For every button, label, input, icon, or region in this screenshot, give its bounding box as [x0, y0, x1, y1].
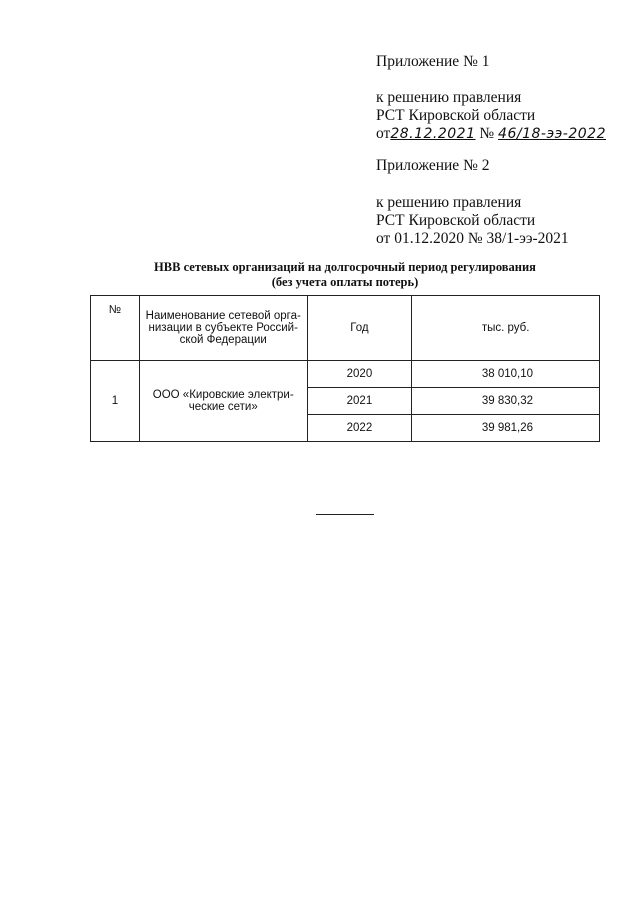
row-org [139, 361, 307, 442]
appendix1-line2: РСТ Кировской области [376, 107, 536, 124]
row-value: 39 830,32 [412, 388, 600, 415]
heading-line2: (без учета оплаты потерь) [271, 275, 419, 289]
header-org-line1: Наименование сетевой орга- [145, 310, 301, 322]
row-year: 2021 [307, 388, 412, 415]
date-prefix: от [376, 125, 391, 142]
row-org-line2: ческие сети» [188, 401, 258, 413]
nvv-table [90, 295, 600, 442]
header-org-line2: низации в субъекте Россий- [148, 322, 298, 334]
appendix2-line1: к решению правления [376, 194, 522, 211]
row-num: 1 [91, 361, 140, 442]
appendix1-date-line [376, 125, 606, 143]
row-org-line1: ООО «Кировские электри- [152, 389, 294, 401]
end-divider [316, 514, 374, 515]
appendix2-title: Приложение № 2 [376, 157, 490, 174]
header-num: № [91, 296, 140, 361]
header-year: Год [307, 296, 412, 361]
row-value: 39 981,26 [412, 415, 600, 442]
heading-line1: НВВ сетевых организаций на долгосрочный период регулирования [154, 260, 536, 274]
table-row [91, 361, 600, 388]
appendix1-title: Приложение № 1 [376, 53, 490, 70]
header-org [139, 296, 307, 361]
number-prefix: № [479, 125, 495, 142]
handwritten-date: 28.12.2021 [390, 126, 476, 142]
table-header-row [91, 296, 600, 361]
appendix2-line3: от 01.12.2020 № 38/1-ээ-2021 [376, 230, 569, 247]
header-value: тыс. руб. [412, 296, 600, 361]
appendix1-line1: к решению правления [376, 89, 522, 106]
row-year: 2020 [307, 361, 412, 388]
appendix2-line2: РСТ Кировской области [376, 212, 536, 229]
row-year: 2022 [307, 415, 412, 442]
header-org-line3: ской Федерации [179, 334, 267, 346]
row-value: 38 010,10 [412, 361, 600, 388]
handwritten-number: 46/18-ээ-2022 [498, 126, 606, 142]
